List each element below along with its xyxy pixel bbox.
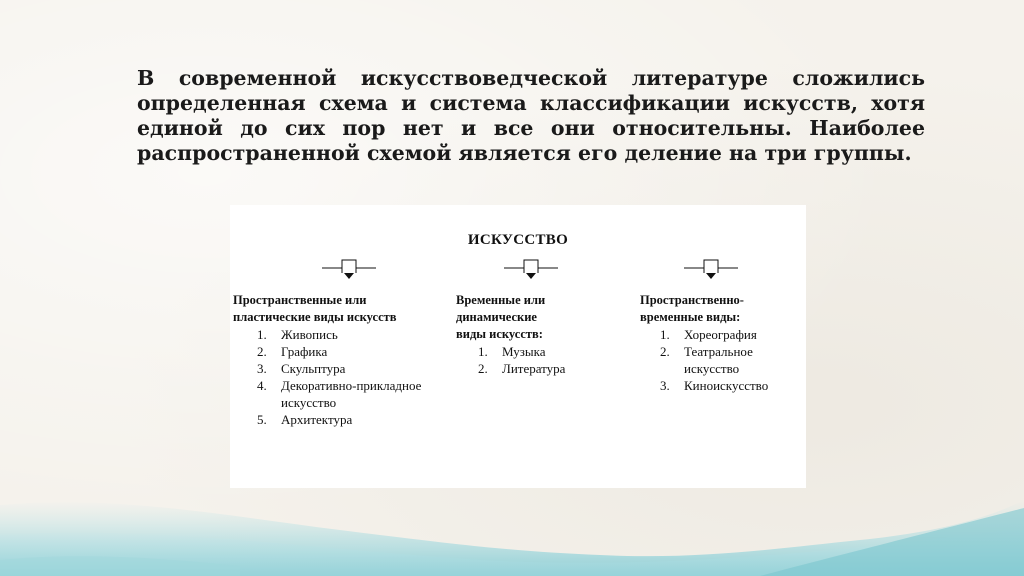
group-temporal bbox=[456, 292, 626, 377]
group-spatial bbox=[233, 292, 448, 428]
item-label: Скульптура bbox=[281, 361, 346, 376]
item-number: 1. bbox=[660, 327, 670, 342]
branch-arrow-3 bbox=[682, 257, 742, 285]
group-list bbox=[257, 326, 448, 428]
item-label: Графика bbox=[281, 344, 328, 359]
group-list bbox=[660, 326, 805, 394]
list-item bbox=[660, 326, 805, 343]
diagram-root-label: ИСКУССТВО bbox=[467, 232, 569, 248]
item-label: Архитектура bbox=[281, 412, 353, 427]
list-item bbox=[257, 360, 448, 377]
list-item bbox=[257, 326, 448, 343]
group-heading: Пространственные или пластические виды искусств bbox=[233, 293, 397, 324]
item-number: 1. bbox=[478, 344, 488, 359]
list-item bbox=[257, 377, 448, 411]
group-spatiotemporal bbox=[640, 292, 805, 394]
group-heading: Пространственно- временные виды: bbox=[640, 293, 744, 324]
intro-paragraph: В современной искусствоведческой литературе сложились определенная схема и система классификации искусств, хотя единой до сих пор нет и все они относительны. Наиболее распространенной схемой является его деление на три группы. bbox=[137, 66, 925, 165]
branch-arrow-1 bbox=[320, 257, 380, 285]
list-item bbox=[257, 411, 448, 428]
item-number: 3. bbox=[257, 361, 267, 376]
item-label: Живопись bbox=[281, 327, 338, 342]
list-item bbox=[478, 343, 626, 360]
list-item bbox=[257, 343, 448, 360]
item-number: 1. bbox=[257, 327, 267, 342]
item-label: Музыка bbox=[502, 344, 546, 359]
item-label: Декоративно-прикладное искусство bbox=[281, 378, 422, 410]
list-item bbox=[478, 360, 626, 377]
group-heading: Временные или динамические виды искусств: bbox=[456, 293, 546, 341]
item-number: 2. bbox=[478, 361, 488, 376]
item-label: Хореография bbox=[684, 327, 757, 342]
classification-diagram bbox=[230, 205, 806, 488]
item-number: 5. bbox=[257, 412, 267, 427]
item-label: Театральное искусство bbox=[684, 344, 753, 376]
group-list bbox=[478, 343, 626, 377]
list-item bbox=[660, 377, 805, 394]
item-label: Киноискусство bbox=[684, 378, 769, 393]
item-number: 2. bbox=[257, 344, 267, 359]
item-number: 3. bbox=[660, 378, 670, 393]
item-number: 2. bbox=[660, 344, 670, 359]
item-number: 4. bbox=[257, 378, 267, 393]
item-label: Литература bbox=[502, 361, 566, 376]
branch-arrow-2 bbox=[502, 257, 562, 285]
list-item bbox=[660, 343, 805, 377]
